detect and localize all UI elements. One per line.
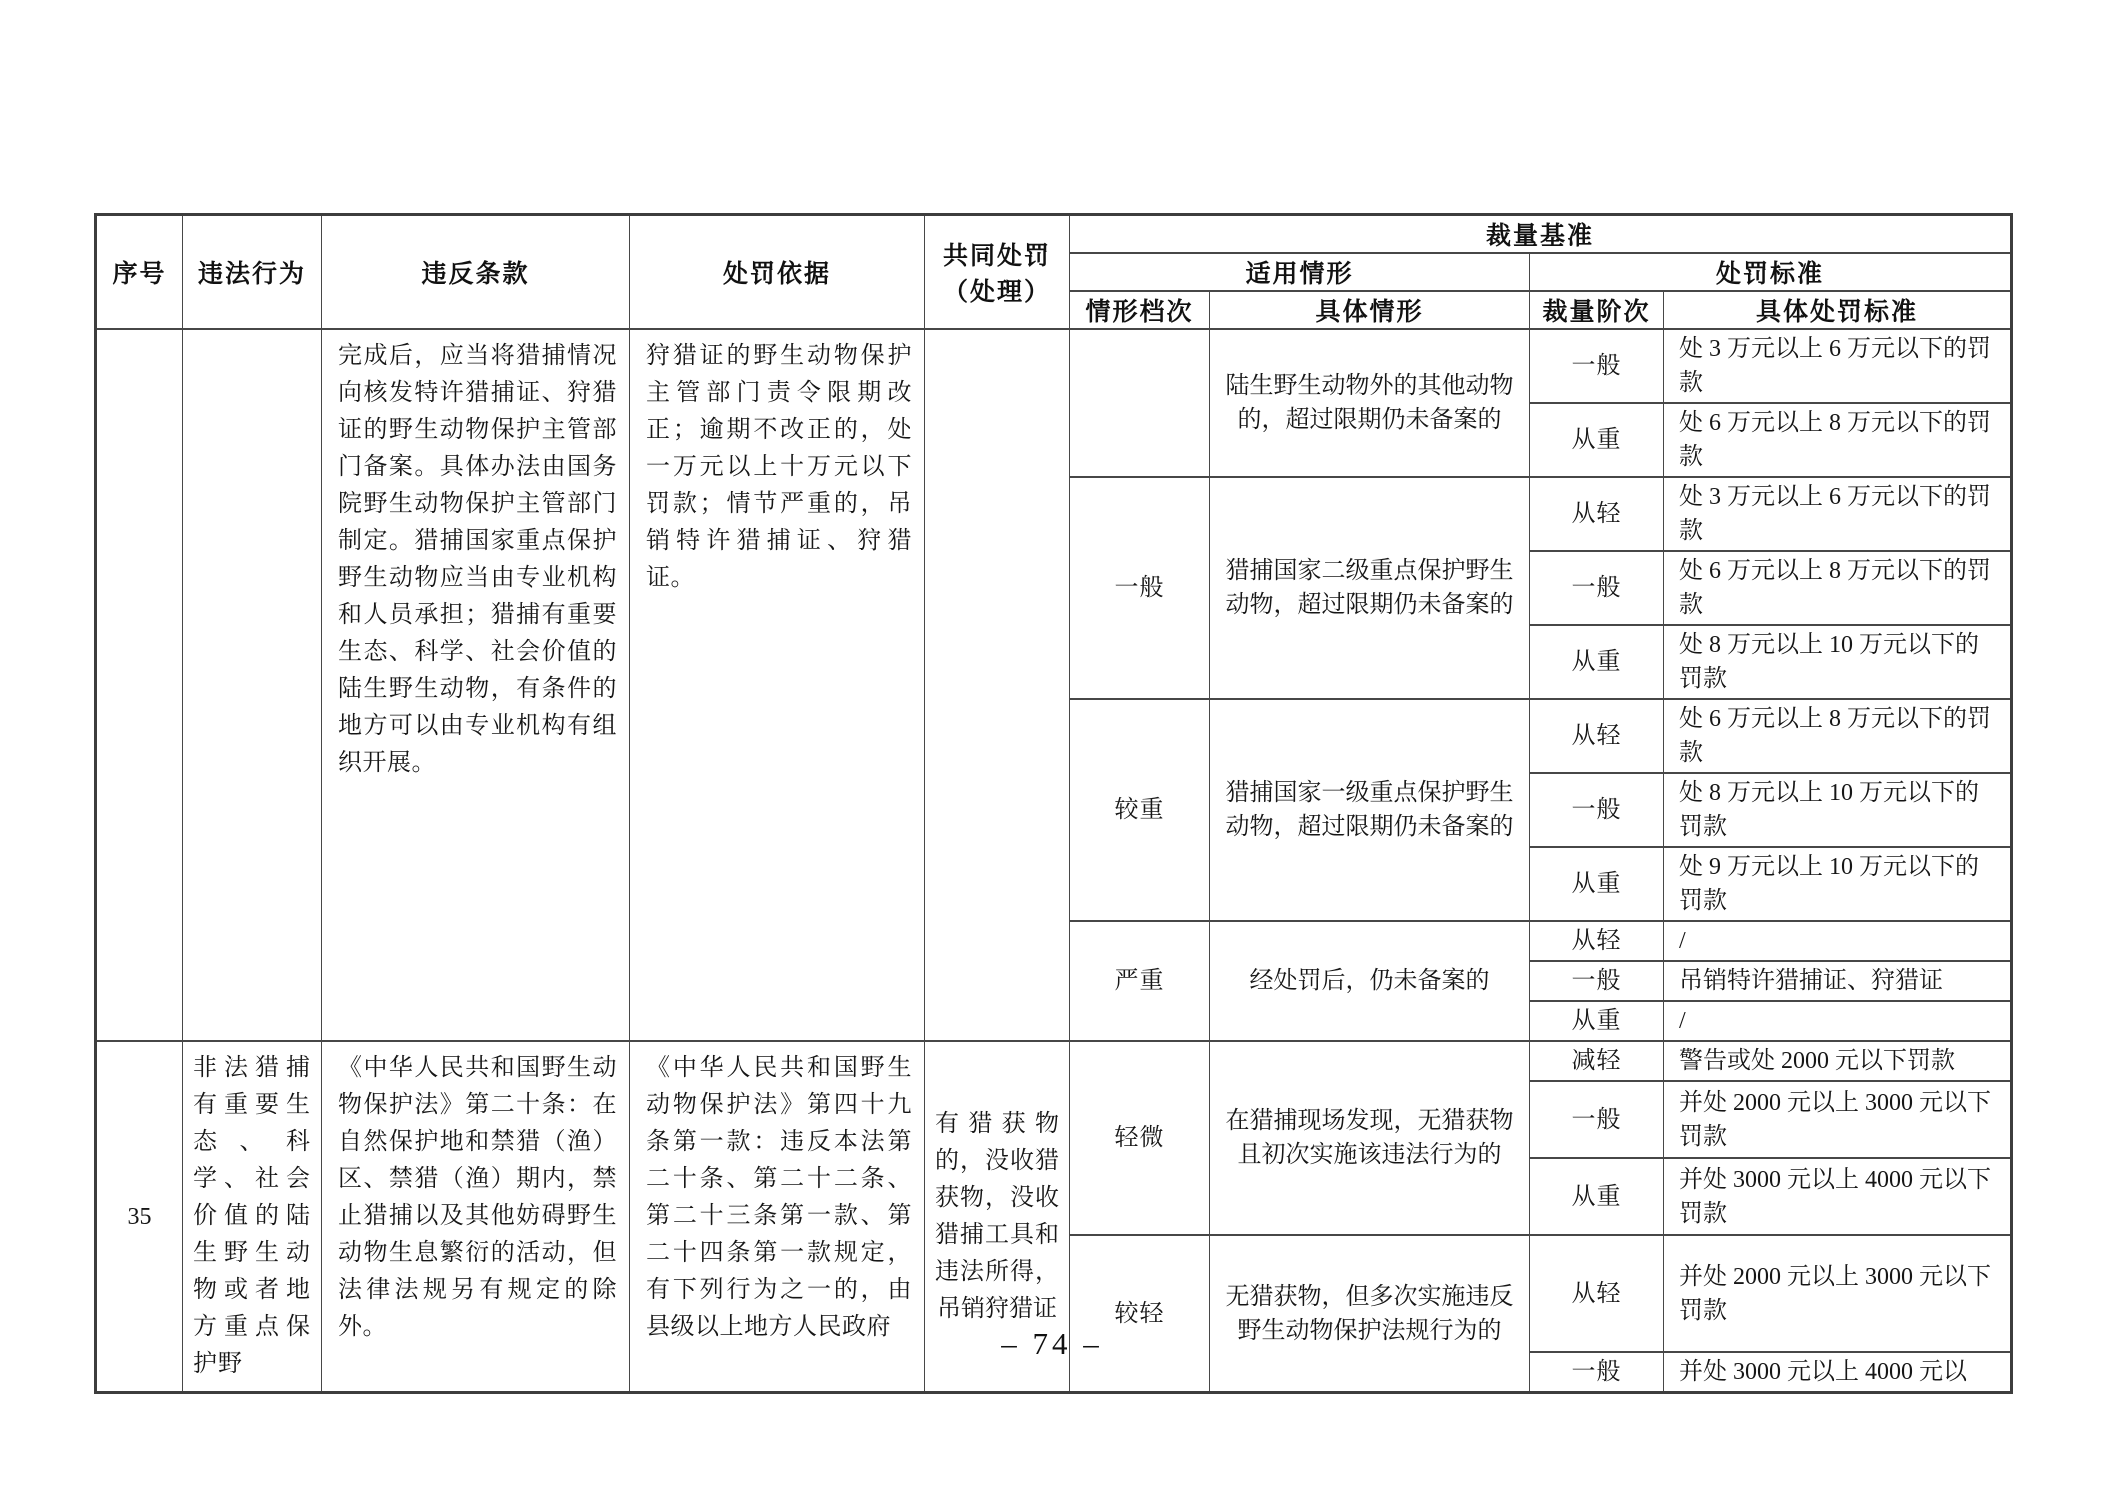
situation-level-cell: 较重 — [1070, 699, 1210, 921]
specific-situation-cell: 无猎获物，但多次实施违反野生动物保护法规行为的 — [1210, 1235, 1530, 1393]
cell-row35-basis: 《中华人民共和国野生动物保护法》第四十九条第一款：违反本法第二十条、第二十二条、第二十三条第一款、第二十四条第一款规定，有下列行为之一的，由县级以上地方人民政府 — [630, 1041, 925, 1393]
header-col-specific: 具体情形 — [1210, 291, 1530, 329]
specific-situation-cell: 猎捕国家二级重点保护野生动物，超过限期仍未备案的 — [1210, 477, 1530, 699]
page-number: – 74 – — [1001, 1326, 1103, 1361]
penalty-standard-cell: 处 8 万元以上 10 万元以下的罚款 — [1664, 773, 2012, 847]
header-col-situations: 适用情形 — [1070, 253, 1530, 291]
discretion-stage-cell: 从重 — [1530, 1001, 1664, 1041]
penalty-standard-cell: 处 3 万元以上 6 万元以下的罚款 — [1664, 477, 2012, 551]
discretion-stage-cell: 一般 — [1530, 961, 1664, 1001]
cell-row34-basis: 狩猎证的野生动物保护主管部门责令限期改正；逾期不改正的，处一万元以上十万元以下罚款；情节严重的，吊销特许猎捕证、狩猎证。 — [630, 329, 925, 1041]
discretion-stage-cell: 一般 — [1530, 1352, 1664, 1393]
discretion-stage-cell: 从重 — [1530, 625, 1664, 699]
cell-row34-behavior-empty — [183, 329, 322, 1041]
header-col-benchmark: 裁量基准 — [1070, 215, 2012, 254]
cell-row35-behavior: 非法猎捕有重要生态、科学、社会价值的陆生野生动物或者地方重点保护野 — [183, 1041, 322, 1393]
header-col-standards: 处罚标准 — [1530, 253, 2012, 291]
table-row — [96, 329, 2012, 403]
header-col-level: 情形档次 — [1070, 291, 1210, 329]
header-col-stage: 裁量阶次 — [1530, 291, 1664, 329]
situation-level-cell: 轻微 — [1070, 1041, 1210, 1235]
situation-level-cell: 严重 — [1070, 921, 1210, 1041]
specific-situation-cell: 陆生野生动物外的其他动物的，超过限期仍未备案的 — [1210, 329, 1530, 477]
situation-level-cell: 一般 — [1070, 477, 1210, 699]
penalty-standard-cell: 处 3 万元以上 6 万元以下的罚款 — [1664, 329, 2012, 403]
penalty-standard-cell: 处 6 万元以上 8 万元以下的罚款 — [1664, 403, 2012, 477]
discretion-stage-cell: 从重 — [1530, 1158, 1664, 1235]
penalty-standard-cell: 处 8 万元以上 10 万元以下的罚款 — [1664, 625, 2012, 699]
header-col-basis: 处罚依据 — [630, 215, 925, 330]
cell-row35-joint: 有猎获物的，没收猎获物，没收猎捕工具和违法所得，吊销狩猎证 — [925, 1041, 1070, 1393]
specific-situation-cell: 经处罚后，仍未备案的 — [1210, 921, 1530, 1041]
penalty-standard-cell: 处 9 万元以上 10 万元以下的罚款 — [1664, 847, 2012, 921]
header-col-clause: 违反条款 — [322, 215, 630, 330]
cell-row35-no: 35 — [96, 1041, 183, 1393]
table-row — [96, 1041, 2012, 1081]
discretion-stage-cell: 从重 — [1530, 847, 1664, 921]
situation-level-cell — [1070, 329, 1210, 477]
penalty-standard-cell: 并处 2000 元以上 3000 元以下罚款 — [1664, 1235, 2012, 1352]
cell-row35-clause: 《中华人民共和国野生动物保护法》第二十条：在自然保护地和禁猎（渔）区、禁猎（渔）期内，禁止猎捕以及其他妨碍野生动物生息繁衍的活动，但法律法规另有规定的除外。 — [322, 1041, 630, 1393]
penalty-standard-cell: 吊销特许猎捕证、狩猎证 — [1664, 961, 2012, 1001]
discretion-stage-cell: 一般 — [1530, 329, 1664, 403]
header-joint-line2: （处理） — [942, 278, 1051, 306]
penalty-table — [94, 213, 2013, 1394]
discretion-stage-cell: 一般 — [1530, 1081, 1664, 1158]
header-col-no: 序号 — [96, 215, 183, 330]
discretion-stage-cell: 一般 — [1530, 551, 1664, 625]
discretion-stage-cell: 从重 — [1530, 403, 1664, 477]
discretion-stage-cell: 一般 — [1530, 773, 1664, 847]
cell-row34-clause: 完成后，应当将猎捕情况向核发特许猎捕证、狩猎证的野生动物保护主管部门备案。具体办法由国务院野生动物保护主管部门制定。猎捕国家重点保护野生动物应当由专业机构和人员承担；猎捕有重要生态、科学、社会价值的陆生野生动物，有条件的地方可以由专业机构有组织开展。 — [322, 329, 630, 1041]
header-col-joint — [925, 215, 1070, 330]
header-row-1 — [96, 215, 2012, 254]
cell-row34-joint-empty — [925, 329, 1070, 1041]
cell-row34-no-empty — [96, 329, 183, 1041]
penalty-standard-cell: 并处 3000 元以上 4000 元以 — [1664, 1352, 2012, 1393]
penalty-standard-cell: 警告或处 2000 元以下罚款 — [1664, 1041, 2012, 1081]
discretion-stage-cell: 从轻 — [1530, 1235, 1664, 1352]
penalty-standard-cell: 处 6 万元以上 8 万元以下的罚款 — [1664, 551, 2012, 625]
header-joint-line1: 共同处罚 — [942, 242, 1051, 270]
specific-situation-cell: 在猎捕现场发现，无猎获物且初次实施该违法行为的 — [1210, 1041, 1530, 1235]
specific-situation-cell: 猎捕国家一级重点保护野生动物，超过限期仍未备案的 — [1210, 699, 1530, 921]
penalty-standard-cell: 处 6 万元以上 8 万元以下的罚款 — [1664, 699, 2012, 773]
penalty-standard-cell: / — [1664, 1001, 2012, 1041]
penalty-standard-cell: 并处 2000 元以上 3000 元以下罚款 — [1664, 1081, 2012, 1158]
penalty-standard-cell: / — [1664, 921, 2012, 961]
header-col-behavior: 违法行为 — [183, 215, 322, 330]
header-col-specific-standard: 具体处罚标准 — [1664, 291, 2012, 329]
discretion-stage-cell: 从轻 — [1530, 477, 1664, 551]
discretion-stage-cell: 从轻 — [1530, 699, 1664, 773]
discretion-stage-cell: 减轻 — [1530, 1041, 1664, 1081]
situation-level-cell: 较轻 — [1070, 1235, 1210, 1393]
penalty-standard-cell: 并处 3000 元以上 4000 元以下罚款 — [1664, 1158, 2012, 1235]
discretion-stage-cell: 从轻 — [1530, 921, 1664, 961]
